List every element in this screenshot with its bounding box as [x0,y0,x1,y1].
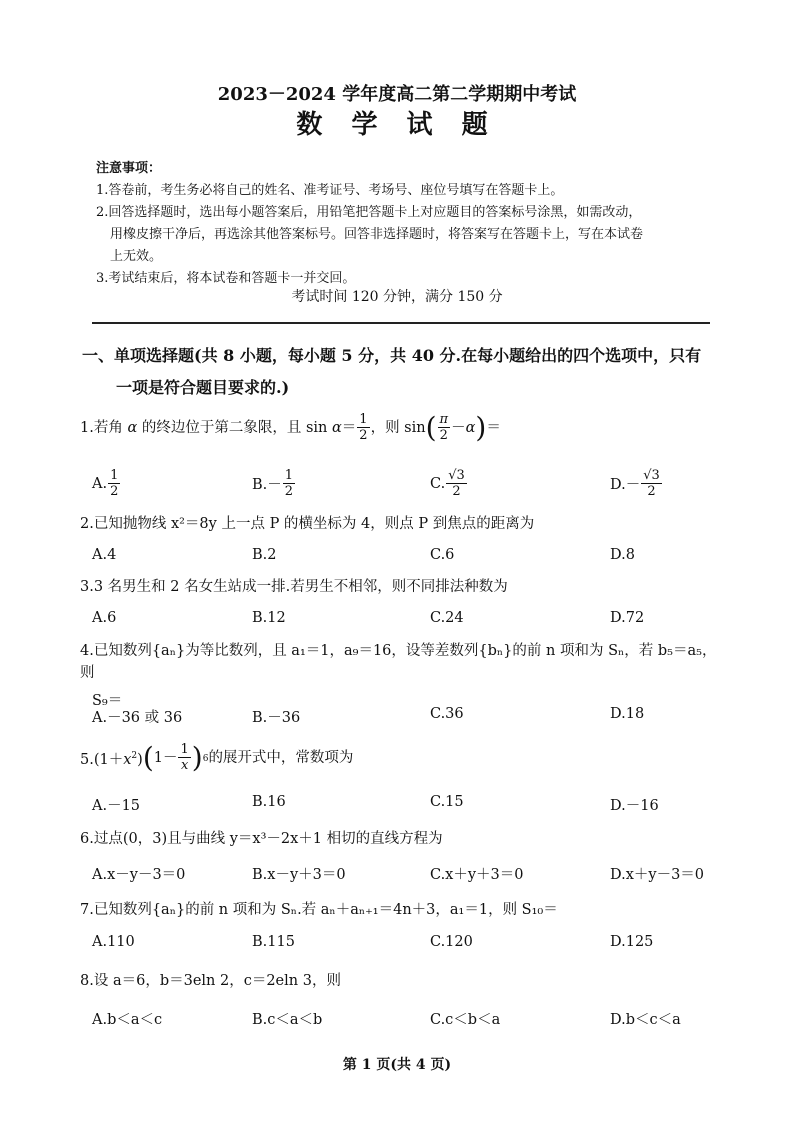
q4-option-d: D.18 [610,706,645,722]
q8-option-c: C.c＜b＜a [430,1012,501,1028]
note-1: 1.答卷前，考生务必将自己的姓名、准考证号、考场号、座位号填写在答题卡上。 [96,183,564,198]
q1-frac-half: $\frac{1}{2}$ [359,412,368,443]
q6-options [80,863,730,903]
q7-option-c: C.120 [430,934,473,950]
q7-option-d: D.125 [610,934,654,950]
q8-option-b: B.c＜a＜b [252,1012,323,1028]
q3-option-b: B.12 [252,610,286,626]
q1-paren-open: ( [425,410,437,444]
question-2: 2.已知抛物线 x²＝8y 上一点 P 的横坐标为 4，则点 P 到焦点的距离为 [80,516,535,532]
q5-text-2: 的展开式中，常数项为 [208,749,354,766]
q4-option-c: C.36 [430,706,464,722]
q5-text-1: $5.(1+x^2)$ [80,750,143,768]
q4-line-2: S₉＝ [92,693,123,709]
q1-option-c: C. $\frac{√3}{2}$ [430,468,465,499]
question-3: 3.3 名男生和 2 名女生站成一排.若男生不相邻，则不同排法种数为 [80,579,508,595]
section-1-heading [82,340,722,404]
q6-option-b: B.x－y＋3＝0 [252,867,346,883]
q5-paren-open: ( [142,740,154,774]
q6-option-d: D.x＋y－3＝0 [610,867,705,883]
q3-option-a: A.6 [92,610,117,626]
q2-option-a: A.4 [92,547,117,563]
q2-option-c: C.6 [430,547,455,563]
question-1 [80,412,730,443]
q5-option-c: C.15 [430,794,464,810]
exam-time: 考试时间 120 分钟，满分 150 分 [291,289,503,305]
q1-option-d: D.－ $\frac{√3}{2}$ [610,468,660,499]
q6-option-c: C.x＋y＋3＝0 [430,867,524,883]
section-1-line-1: 一、单项选择题(共 8 小题，每小题 5 分，共 40 分.在每小题给出的四个选项中，只有 [82,346,702,365]
q4-option-b: B.－36 [252,710,301,726]
q1-option-b: B.－ $\frac{1}{2}$ [252,468,294,499]
q4-line-1: 4.已知数列{aₙ}为等比数列，且 a₁＝1，a₉＝16，设等差数列{bₙ}的前 n 项和为 Sₙ，若 b₅＝a₅，则 [80,643,717,681]
q4-options [80,706,730,746]
q4-option-a: A.－36 或 36 [92,710,183,726]
exam-title: 2023－2024 学年度高二第二学期期中考试 [217,84,577,105]
notes-block [96,158,716,290]
section-1-line-2: 一项是符合题目要求的.) [116,378,290,397]
q8-option-a: A.b＜a＜c [92,1012,163,1028]
question-5 [80,742,730,773]
q6-option-a: A.x－y－3＝0 [92,867,186,883]
notes-heading: 注意事项： [96,161,162,176]
q1-equals: ＝ [486,419,501,436]
q5-paren-close: ) [191,740,203,774]
q5-option-b: B.16 [252,794,286,810]
divider-line [92,322,710,324]
question-7: 7.已知数列{aₙ}的前 n 项和为 Sₙ.若 aₙ＋aₙ₊₁＝4n＋3，a₁＝1，则 S₁₀＝ [80,902,558,918]
q8-option-d: D.b＜c＜a [610,1012,681,1028]
q5-option-d: D.－16 [610,798,659,814]
q3-option-d: D.72 [610,610,645,626]
note-2-line-1: 2.回答选择题时，选出每小题答案后，用铅笔把答题卡上对应题目的答案标号涂黑，如需改动， [96,205,642,220]
question-8: 8.设 a＝6，b＝3eln 2，c＝2eln 3，则 [80,973,341,989]
q5-option-a: A.－15 [92,798,141,814]
q8-options [80,1008,730,1048]
question-6: 6.过点(0，3)且与曲线 y＝x³－2x＋1 相切的直线方程为 [80,831,443,847]
q5-frac: $\frac{1}{x}$ [180,742,189,773]
q1-text: 1.若角 α 的终边位于第二象限，且 sin α＝ [80,419,357,436]
q7-option-a: A.110 [92,934,135,950]
q7-options [80,934,730,974]
q1-minus-alpha: －α [451,419,476,436]
subject-title: 数 学 试 题 [296,110,498,140]
note-2-line-2: 用橡皮擦干净后，再选涂其他答案标号。回答非选择题时，将答案写在答题卡上，写在本试卷 [110,227,644,242]
question-4 [80,640,730,712]
q7-option-b: B.115 [252,934,295,950]
note-2-line-3: 上无效。 [110,249,163,264]
q1-paren-close: ) [475,410,487,444]
q1-text-2: ，则 sin [370,419,426,436]
q3-option-c: C.24 [430,610,464,626]
q5-exponent: 6 [202,754,209,764]
page-footer: 第 1 页(共 4 页) [342,1057,452,1073]
q1-frac-pi: $\frac{\pi}{2}$ [439,412,449,443]
q1-options [80,468,730,508]
note-3: 3.考试结束后，将本试卷和答题卡一并交回。 [96,271,356,286]
q1-option-a: A. $\frac{1}{2}$ [92,468,119,499]
q2-option-d: D.8 [610,547,635,563]
q5-one-minus: 1－ [153,749,178,766]
q2-option-b: B.2 [252,547,277,563]
